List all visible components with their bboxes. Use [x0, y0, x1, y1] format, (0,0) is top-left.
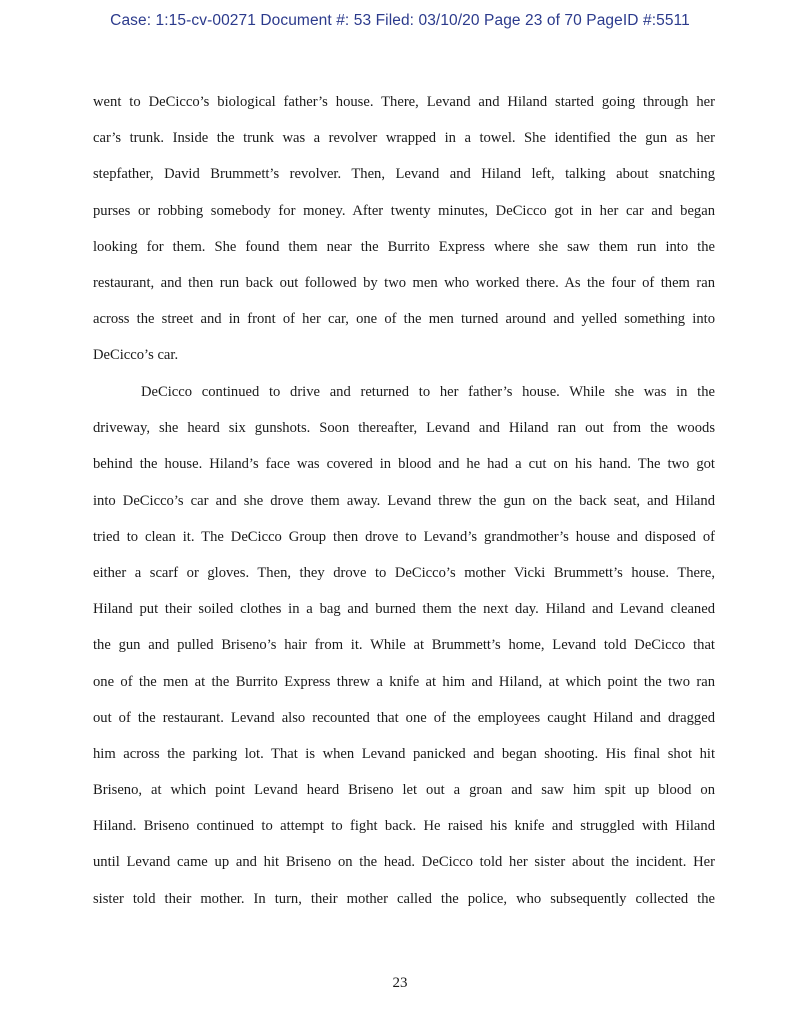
text-line: the gun and pulled Briseno’s hair from it. While at Brummett’s home, Levand told DeCicco that — [93, 637, 715, 654]
paragraph-2 — [93, 374, 715, 917]
page-number: 23 — [392, 975, 408, 991]
text-line: into DeCicco’s car and she drove them away. Levand threw the gun on the back seat, and Hiland — [93, 492, 715, 509]
text-line: sister told their mother. In turn, their mother called the police, who subsequently collected the — [93, 890, 715, 907]
text-line: Hiland. Briseno continued to attempt to fight back. He raised his knife and struggled with Hiland — [93, 818, 715, 835]
text-line: went to DeCicco’s biological father’s house. There, Levand and Hiland started going through her — [93, 94, 715, 110]
text-line: DeCicco continued to drive and returned to her father’s house. While she was in the — [141, 384, 715, 400]
text-line: across the street and in front of her car, one of the men turned around and yelled something into — [93, 311, 715, 328]
text-line: restaurant, and then run back out followed by two men who worked there. As the four of them ran — [93, 274, 715, 291]
text-line: until Levand came up and hit Briseno on the head. DeCicco told her sister about the incident. Her — [93, 854, 715, 871]
text-line: stepfather, David Brummett’s revolver. Then, Levand and Hiland left, talking about snatching — [93, 166, 715, 183]
text-line: him across the parking lot. That is when Levand panicked and began shooting. His final shot hit — [93, 745, 715, 762]
text-line: one of the men at the Burrito Express threw a knife at him and Hiland, at which point the two ran — [93, 673, 715, 690]
text-line: behind the house. Hiland’s face was covered in blood and he had a cut on his hand. The two got — [93, 456, 715, 473]
text-line: Briseno, at which point Levand heard Briseno let out a groan and saw him spit up blood on — [93, 782, 715, 799]
text-line: either a scarf or gloves. Then, they drove to DeCicco’s mother Vicki Brummett’s house. There, — [93, 564, 715, 581]
text-line: looking for them. She found them near the Burrito Express where she saw them run into the — [93, 238, 715, 255]
text-line: tried to clean it. The DeCicco Group then drove to Levand’s grandmother’s house and disposed of — [93, 528, 715, 545]
text-line: purses or robbing somebody for money. After twenty minutes, DeCicco got in her car and began — [93, 202, 715, 219]
text-line: Hiland put their soiled clothes in a bag and burned them the next day. Hiland and Levand cleaned — [93, 601, 715, 618]
text-line: car’s trunk. Inside the trunk was a revolver wrapped in a towel. She identified the gun as her — [93, 130, 715, 147]
text-line: out of the restaurant. Levand also recounted that one of the employees caught Hiland and dragged — [93, 709, 715, 726]
text-line: driveway, she heard six gunshots. Soon thereafter, Levand and Hiland ran out from the woods — [93, 420, 715, 437]
paragraph-1 — [93, 84, 715, 374]
case-header: Case: 1:15-cv-00271 Document #: 53 Filed: 03/10/20 Page 23 of 70 PageID #:5511 — [110, 12, 690, 29]
text-line: DeCicco’s car. — [93, 347, 179, 364]
